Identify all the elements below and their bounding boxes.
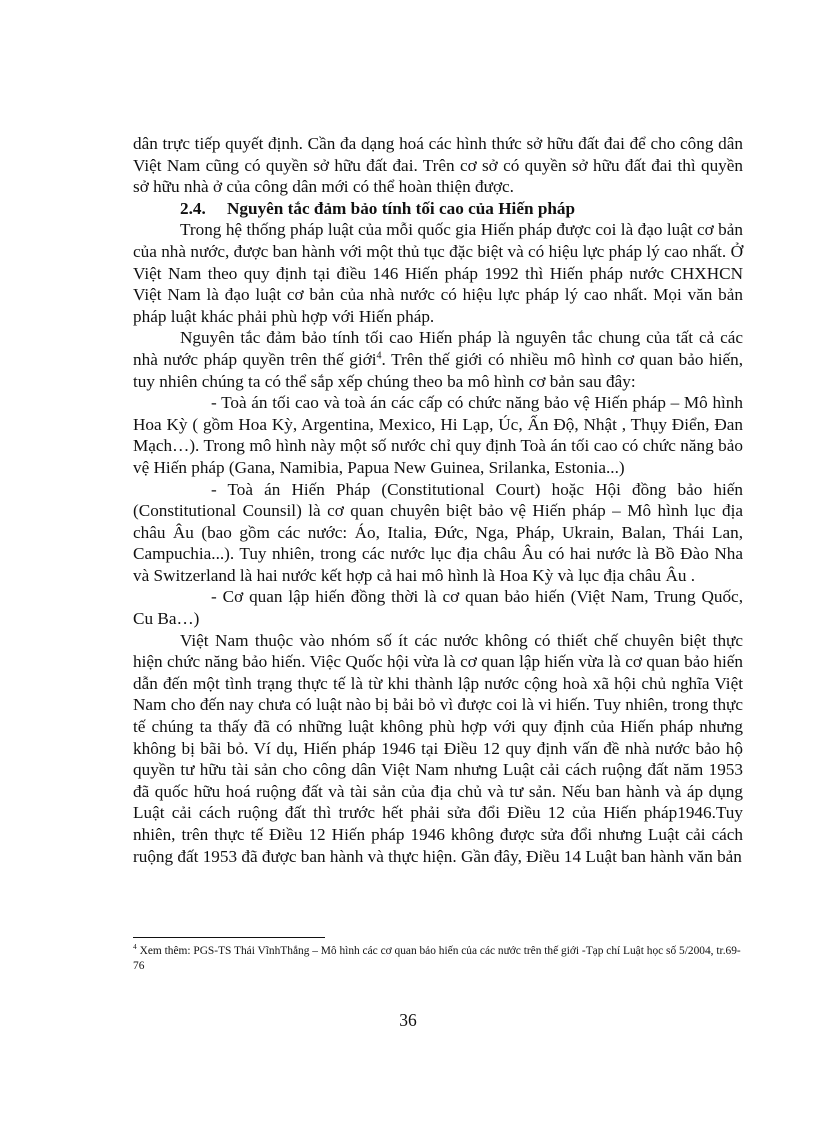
paragraph-vietnam-case: Việt Nam thuộc vào nhóm số ít các nước không có thiết chế chuyên biệt thực hiện chức năng bảo hiến. Việc Quốc hội vừa là cơ quan lập hiến vừa là cơ quan bảo hiến dẫn đến một tình trạng thực tế là từ khi thành lập nước cộng hoà xã hội chủ nghĩa Việt Nam cho đến nay chưa có luật nào bị bải bỏ vì được coi là vi hiến. Tuy nhiên, trong thực tế chúng ta thấy đã có những luật không phù hợp với quy định của Hiến pháp nhưng không bị bãi bỏ. Ví dụ, Hiến pháp 1946 tại Điều 12 quy định vấn đề nhà nước bảo hộ quyền tư hữu tài sản cho công dân Việt Nam nhưng Luật cải cách ruộng đất năm 1953 đã quốc hữu hoá ruộng đất và tài sản của địa chủ và tư sản. Nếu ban hành và áp dụng Luật cải cách ruộng đất thì trước hết phải sửa đổi Điều 12 của Hiến pháp1946.Tuy nhiên, trên thực tế Điều 12 Hiến pháp 1946 không được sửa đổi nhưng Luật cải cách ruộng đất 1953 đã được ban hành và thực hiện. Gần đây, Điều 14 Luật ban hành văn bản: [133, 630, 743, 866]
section-number: 2.4.: [180, 198, 206, 218]
page-number: 36: [399, 1010, 417, 1030]
footnote-mark: 4: [133, 942, 137, 952]
footnote: [133, 944, 745, 974]
list-item-european-model: - Toà án Hiến Pháp (Constitutional Court) hoặc Hội đồng bảo hiến (Constitutional Counsil) là cơ quan chuyên biệt bảo vệ Hiến pháp – Mô hình lục địa châu Âu (bao gồm các nước: Áo, Italia, Đức, Nga, Pháp, Ukrain, Balan, Thái Lan, Campuchia...). Tuy nhiên, trong các nước lục địa châu Âu có hai nước là Bồ Đào Nha và Switzerland là hai nước kết hợp cả hai mô hình là Hoa Kỳ và lục địa châu Âu .: [133, 479, 743, 585]
paragraph-constitution-definition: Trong hệ thống pháp luật của mỗi quốc gia Hiến pháp được coi là đạo luật cơ bản của nhà nước, được ban hành với một thủ tục đặc biệt và có hiệu lực pháp lý cao nhất. Ở Việt Nam theo quy định tại điều 146 Hiến pháp 1992 thì Hiến pháp nước CHXHCN Việt Nam là đạo luật cơ bản của nhà nước có hiệu lực pháp lý cao nhất. Mọi văn bản pháp luật khác phải phù hợp với Hiến pháp.: [133, 220, 743, 326]
list-item-us-model: - Toà án tối cao và toà án các cấp có chức năng bảo vệ Hiến pháp – Mô hình Hoa Kỳ ( gồm Hoa Kỳ, Argentina, Mexico, Hi Lạp, Úc, Ấn Độ, Nhật , Thụy Điển, Đan Mạch…). Trong mô hình này một số nước chỉ quy định Toà án tối cao có chức năng bảo vệ Hiến pháp (Gana, Namibia, Papua New Guinea, Srilanka, Estonia...): [133, 393, 743, 477]
footnote-text: Xem thêm: PGS-TS Thái VĩnhThắng – Mô hình các cơ quan bảo hiến của các nước trên thế giới -Tạp chí Luật học số 5/2004, tr.69- 76: [133, 945, 741, 972]
list-item-legislative-model: - Cơ quan lập hiến đồng thời là cơ quan bảo hiến (Việt Nam, Trung Quốc, Cu Ba…): [133, 587, 743, 629]
section-title: Nguyên tắc đảm bảo tính tối cao của Hiến pháp: [227, 198, 576, 218]
footnote-separator: [133, 937, 325, 938]
paragraph-supremacy-principle: [133, 327, 743, 392]
body-text: [133, 133, 743, 867]
footnote-reference: 4: [376, 350, 382, 362]
paragraph-continuation: dân trực tiếp quyết định. Cần đa dạng hoá các hình thức sở hữu đất đai để cho công dân Việt Nam cũng có quyền sở hữu đất đai. Trên cơ sở có quyền sở hữu đất đai thì quyền sở hữu nhà ở của công dân mới có thể hoàn thiện được.: [133, 134, 743, 197]
paragraph-text: Nguyên tắc đảm bảo tính tối cao Hiến pháp là nguyên tắc chung của tất cả các nhà nước pháp quyền trên thế giới: [133, 328, 743, 369]
section-heading: [133, 198, 743, 220]
paragraph-text: . Trên thế giới có nhiều mô hình cơ quan bảo hiến, tuy nhiên chúng ta có thể sắp xếp chúng theo ba mô hình cơ bản sau đây:: [133, 349, 743, 391]
